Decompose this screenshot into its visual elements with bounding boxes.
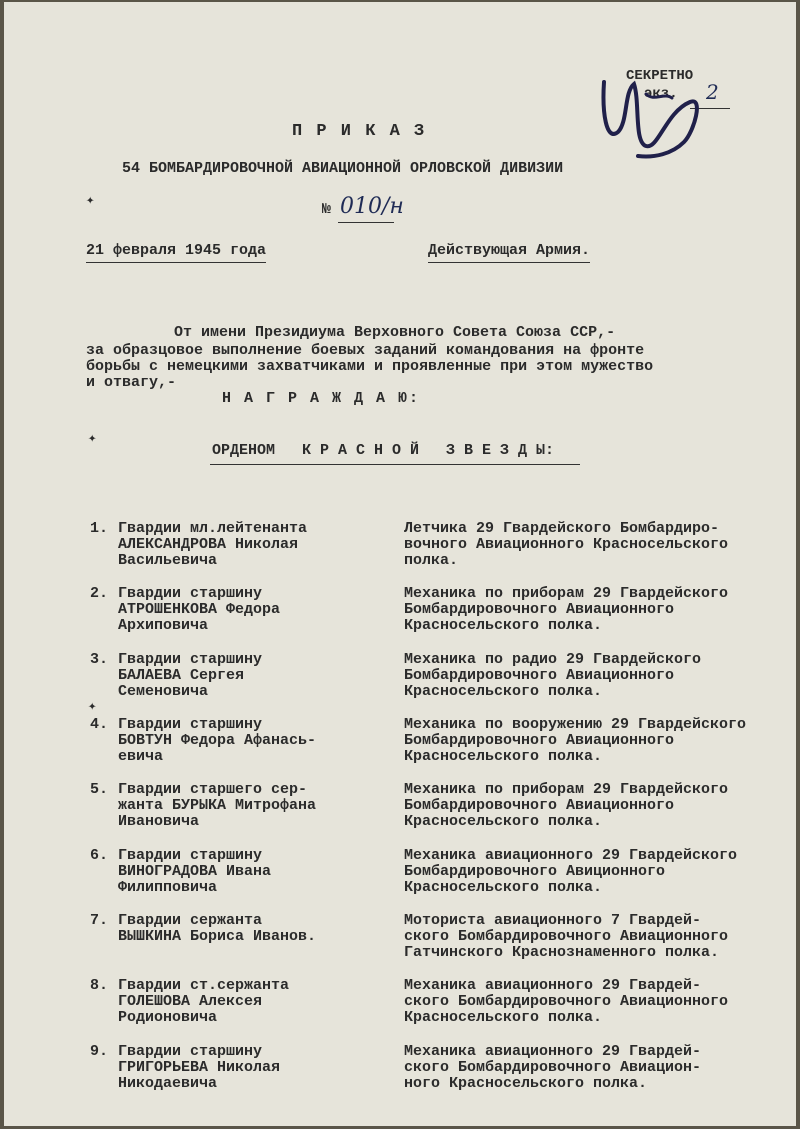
order-number-label: № bbox=[322, 201, 332, 218]
awardee-post-line: Красносельского полка. bbox=[404, 879, 603, 896]
awardee-name-line: Ивановича bbox=[118, 813, 200, 830]
awardee-name-line: ГОЛЕШОВА Алексея bbox=[118, 993, 263, 1010]
awardee-post-line: Бомбардировочного Авиационного bbox=[404, 667, 675, 684]
awardee-name-line: Никодаевича bbox=[118, 1075, 218, 1092]
awardee-post-line: вочного Авиационного Красносельского bbox=[404, 536, 729, 553]
awardee-post-line: Механика по радио 29 Гвардейского bbox=[404, 651, 702, 668]
order-number: 010/н bbox=[340, 194, 404, 219]
awardee-name-line: Родионовича bbox=[118, 1009, 218, 1026]
order-date: 21 февраля 1945 года bbox=[86, 242, 266, 263]
punch-mark: ✦ bbox=[88, 699, 97, 715]
awardee-number: 4. bbox=[90, 716, 109, 733]
awardee-post-line: Механика по приборам 29 Гвардейского bbox=[404, 781, 729, 798]
awardee-post-line: Механика авиационного 29 Гвардей- bbox=[404, 977, 702, 994]
awardee-name-line: Гвардии сержанта bbox=[118, 912, 263, 929]
copy-number: 2 bbox=[706, 80, 719, 104]
awardee-post-line: Механика по вооружению 29 Гвардейского bbox=[404, 716, 747, 733]
awardee-post-line: Летчика 29 Гвардейского Бомбардиро- bbox=[404, 520, 720, 537]
awardee-name-line: Гвардии мл.лейтенанта bbox=[118, 520, 308, 537]
awardee-post-line: Механика авиационного 29 Гвардейского bbox=[404, 847, 738, 864]
awardee-post-line: ного Красносельского полка. bbox=[404, 1075, 648, 1092]
secret-label: СЕКРЕТНО bbox=[626, 68, 694, 84]
awardee-name-line: БОВТУН Федора Афанась- bbox=[118, 732, 317, 749]
division-name: 54 БОМБАРДИРОВОЧНОЙ АВИАЦИОННОЙ ОРЛОВСКОЙ ДИВИЗИИ bbox=[122, 160, 564, 177]
awardee-name-line: Архиповича bbox=[118, 617, 209, 634]
preamble-line: От имени Президиума Верховного Совета Союза ССР,- bbox=[174, 324, 616, 341]
army-label: Действующая Армия. bbox=[428, 242, 590, 263]
awardee-number: 3. bbox=[90, 651, 109, 668]
awardee-name-line: Семеновича bbox=[118, 683, 209, 700]
awardee-name-line: Гвардии ст.сержанта bbox=[118, 977, 290, 994]
copy-label: экз. bbox=[644, 86, 678, 102]
awardee-number: 1. bbox=[90, 520, 109, 537]
preamble-line: и отвагу,- bbox=[86, 374, 177, 391]
awardee-name-line: ГРИГОРЬЕВА Николая bbox=[118, 1059, 281, 1076]
awardee-name-line: АЛЕКСАНДРОВА Николая bbox=[118, 536, 299, 553]
awardee-name-line: Гвардии старшину bbox=[118, 716, 263, 733]
awardee-number: 7. bbox=[90, 912, 109, 929]
awardee-number: 6. bbox=[90, 847, 109, 864]
awardee-post-line: полка. bbox=[404, 552, 459, 569]
order-title: П Р И К А З bbox=[292, 122, 427, 141]
awardee-post-line: Механика авиационного 29 Гвардей- bbox=[404, 1043, 702, 1060]
awardee-name-line: АТРОШЕНКОВА Федора bbox=[118, 601, 281, 618]
awardee-post-line: Красносельского полка. bbox=[404, 748, 603, 765]
awardee-name-line: Васильевича bbox=[118, 552, 218, 569]
awardee-post-line: ского Бомбардировочного Авиационного bbox=[404, 993, 729, 1010]
awardee-post-line: Бомбардировочного Авиационного bbox=[404, 732, 675, 749]
awardee-name-line: Гвардии старшего сер- bbox=[118, 781, 308, 798]
punch-mark: ✦ bbox=[86, 193, 95, 209]
awardee-number: 5. bbox=[90, 781, 109, 798]
order-name-prefix: ОРДЕНОМ bbox=[212, 442, 276, 459]
awardee-post-line: Механика по приборам 29 Гвардейского bbox=[404, 585, 729, 602]
signature-mark bbox=[594, 72, 714, 172]
preamble-line: за образцовое выполнение боевых заданий командования на фронте bbox=[86, 342, 645, 359]
document-page bbox=[4, 2, 796, 1126]
awardee-post-line: Гатчинского Краснознаменного полка. bbox=[404, 944, 720, 961]
awardee-post-line: Красносельского полка. bbox=[404, 683, 603, 700]
awardee-post-line: Красносельского полка. bbox=[404, 617, 603, 634]
preamble-line: борьбы с немецкими захватчиками и проявленные при этом мужество bbox=[86, 358, 654, 375]
order-name: К Р А С Н О Й З В Е З Д Ы: bbox=[302, 442, 555, 459]
awardee-name-line: Гвардии старшину bbox=[118, 651, 263, 668]
awardee-post-line: Моториста авиационного 7 Гвардей- bbox=[404, 912, 702, 929]
awardee-name-line: БАЛАЕВА Сергея bbox=[118, 667, 245, 684]
awardee-name-line: жанта БУРЫКА Митрофана bbox=[118, 797, 317, 814]
awardee-name-line: Гвардии старшину bbox=[118, 585, 263, 602]
awardee-name-line: евича bbox=[118, 748, 164, 765]
awardee-number: 9. bbox=[90, 1043, 109, 1060]
awardee-name-line: Гвардии старшину bbox=[118, 1043, 263, 1060]
awardee-name-line: ВИНОГРАДОВА Ивана bbox=[118, 863, 272, 880]
awardee-post-line: Красносельского полка. bbox=[404, 1009, 603, 1026]
awardee-number: 8. bbox=[90, 977, 109, 994]
awardee-name-line: ВЫШКИНА Бориса Иванов. bbox=[118, 928, 317, 945]
awardee-name-line: Гвардии старшину bbox=[118, 847, 263, 864]
awardee-post-line: ского Бомбардировочного Авиацион- bbox=[404, 1059, 702, 1076]
awardee-post-line: Бомбардировочного Авиционного bbox=[404, 863, 666, 880]
award-verb: Н А Г Р А Ж Д А Ю: bbox=[222, 390, 421, 407]
awardee-post-line: Красносельского полка. bbox=[404, 813, 603, 830]
awardee-name-line: Филипповича bbox=[118, 879, 218, 896]
punch-mark: ✦ bbox=[88, 431, 97, 447]
awardee-post-line: Бомбардировочного Авиационного bbox=[404, 797, 675, 814]
awardee-post-line: Бомбардировочного Авиационного bbox=[404, 601, 675, 618]
awardee-number: 2. bbox=[90, 585, 109, 602]
awardee-post-line: ского Бомбардировочного Авиационного bbox=[404, 928, 729, 945]
